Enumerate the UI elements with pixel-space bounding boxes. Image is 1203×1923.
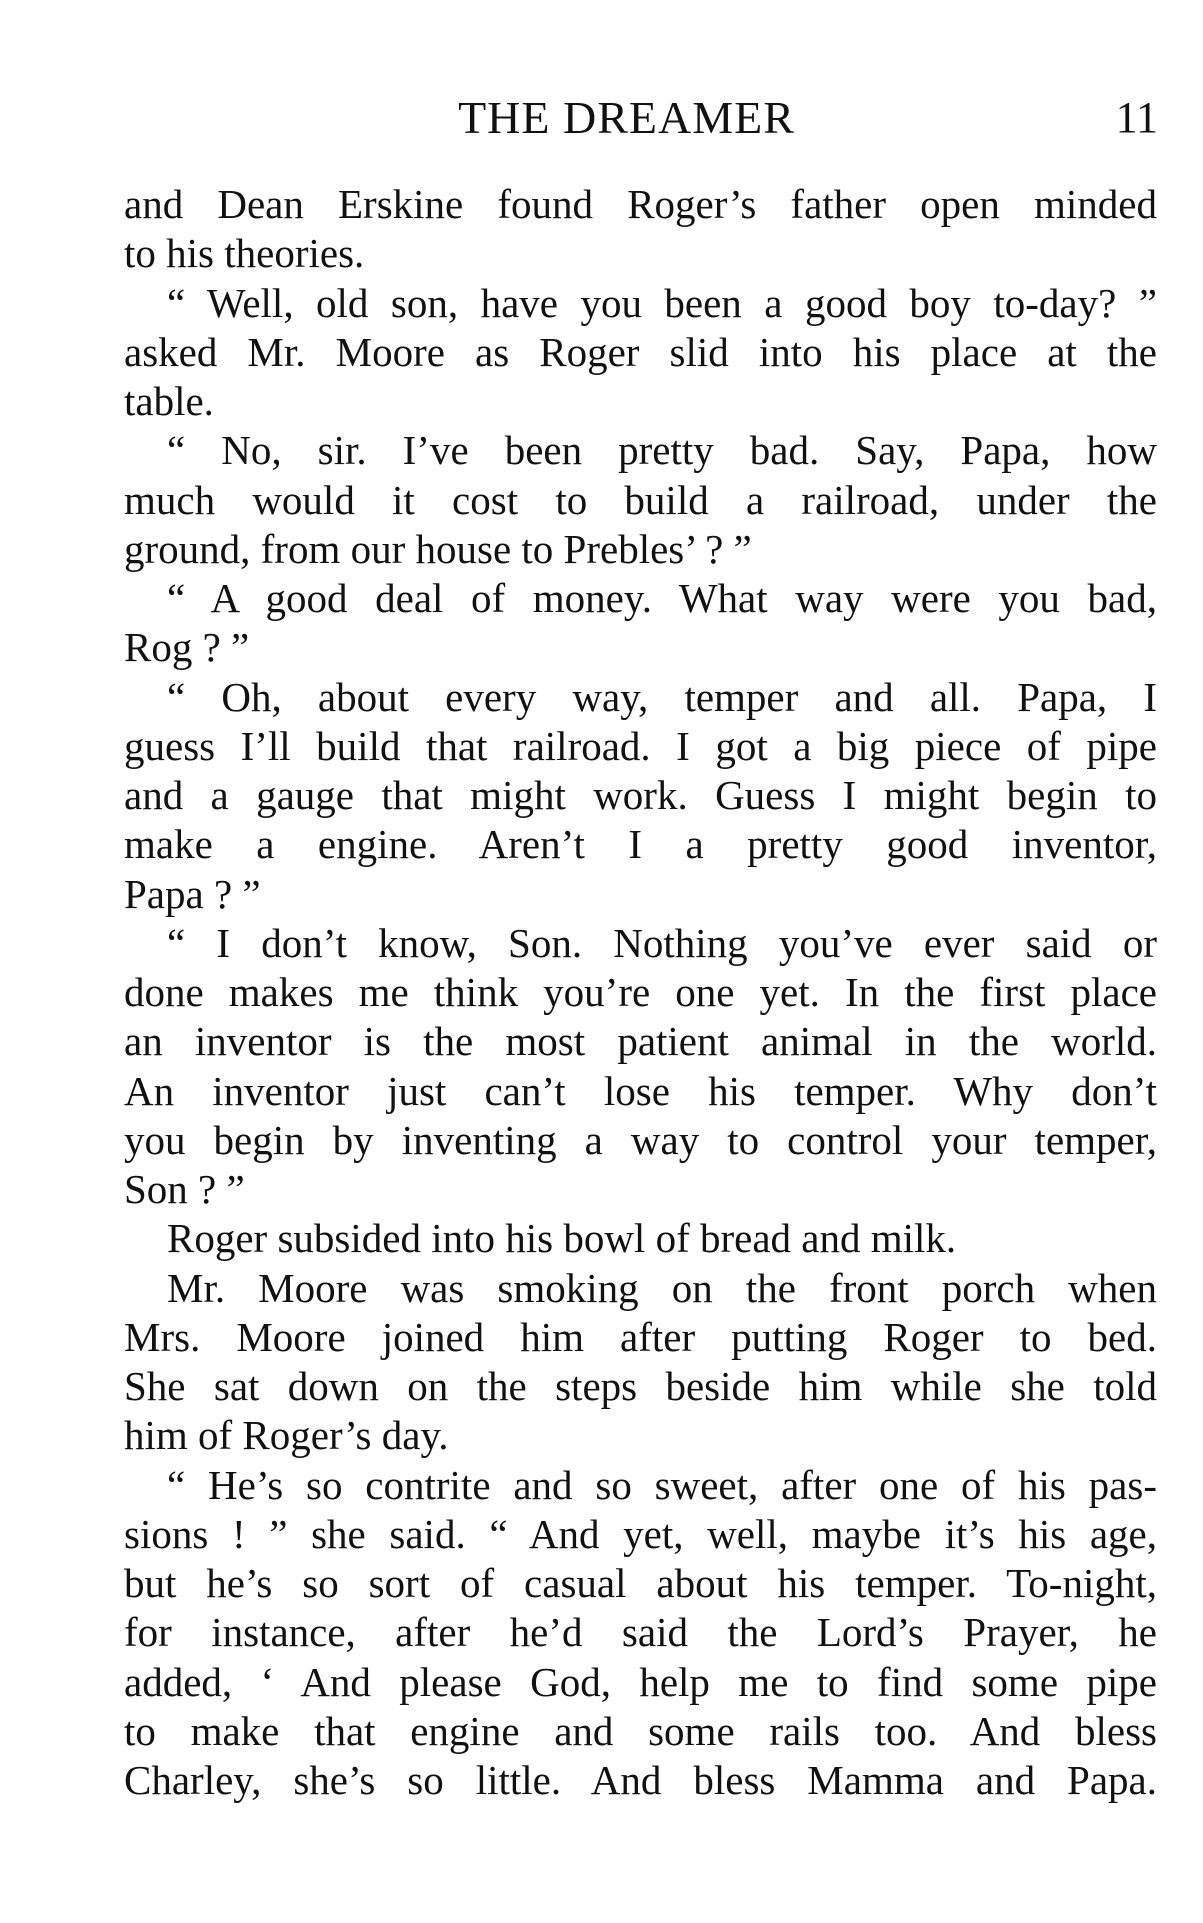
running-head: [0, 90, 1203, 146]
text-line: “ A good deal of money. What way were you bad,: [167, 575, 1157, 621]
text-line: Mrs. Moore joined him after putting Roger to bed.: [124, 1313, 1157, 1360]
text-line: “ No, sir. I’ve been pretty bad. Say, Papa, how: [167, 427, 1157, 474]
text-line: She sat down on the steps beside him while she told: [124, 1363, 1157, 1409]
text-line: “ Well, old son, have you been a good boy to-day? ”: [167, 279, 1157, 326]
text-line: Papa ? ”: [124, 870, 261, 917]
text-line: done makes me think you’re one yet. In the first place: [124, 969, 1157, 1015]
text-line: to his theories.: [124, 230, 365, 277]
text-line: much would it cost to build a railroad, under the: [124, 476, 1157, 523]
text-line: but he’s so sort of casual about his temper. To-night,: [124, 1560, 1157, 1606]
text-line: Rog ? ”: [124, 624, 250, 671]
text-line: An inventor just can’t lose his temper. Why don’t: [124, 1067, 1157, 1114]
text-line: for instance, after he’d said the Lord’s Prayer, he: [124, 1609, 1157, 1656]
text-line: “ He’s so contrite and so sweet, after one of his pas-: [167, 1461, 1157, 1508]
running-title: THE DREAMER: [458, 92, 795, 143]
text-line: guess I’ll build that railroad. I got a big piece of pipe: [124, 722, 1157, 769]
text-line: Charley, she’s so little. And bless Mamma and Papa.: [124, 1757, 1157, 1803]
text-line: Son ? ”: [124, 1166, 245, 1212]
text-line: “ I don’t know, Son. Nothing you’ve ever said or: [167, 919, 1157, 966]
text-line: an inventor is the most patient animal in the world.: [124, 1018, 1157, 1065]
text-line: and Dean Erskine found Roger’s father open minded: [124, 181, 1157, 227]
text-line: asked Mr. Moore as Roger slid into his place at the: [124, 328, 1157, 375]
body-text: [124, 180, 1157, 1805]
text-line: you begin by inventing a way to control your temper,: [124, 1116, 1157, 1163]
text-line: make a engine. Aren’t I a pretty good inventor,: [124, 821, 1157, 868]
text-line: sions ! ” she said. “ And yet, well, maybe it’s his age,: [124, 1510, 1157, 1557]
text-line: him of Roger’s day.: [124, 1412, 449, 1459]
text-line: Mr. Moore was smoking on the front porch when: [167, 1264, 1157, 1311]
text-line: to make that engine and some rails too. And bless: [124, 1707, 1157, 1754]
text-line: and a gauge that might work. Guess I might begin to: [124, 772, 1157, 818]
text-line: ground, from our house to Prebles’ ? ”: [124, 525, 752, 572]
text-line: Roger subsided into his bowl of bread and milk.: [167, 1215, 957, 1262]
text-line: added, ‘ And please God, help me to find some pipe: [124, 1658, 1157, 1705]
page-number: 11: [1115, 93, 1158, 142]
text-line: “ Oh, about every way, temper and all. Papa, I: [167, 673, 1157, 720]
text-line: table.: [124, 378, 214, 424]
